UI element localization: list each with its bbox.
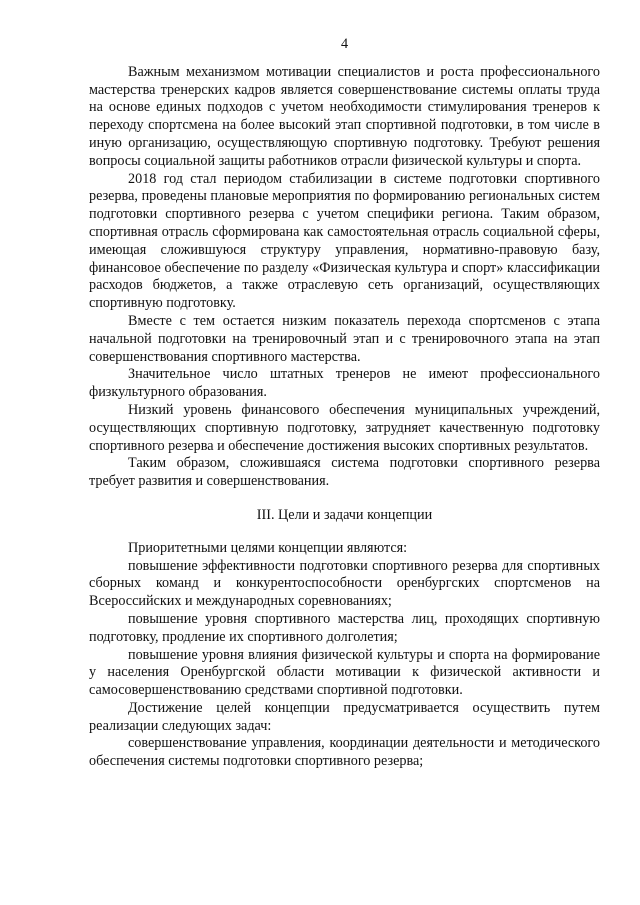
paragraph-priority-goals: Приоритетными целями концепции являются: — [128, 539, 408, 556]
page-number: 4 — [340, 36, 349, 52]
goal-item-influence: повышение уровня влияния физической культуры и спорта на формирование у населения Оренбургской области мотивации к физической активности и самосовершенствованию средствами спортивной подготовки. — [89, 646, 600, 699]
paragraph-low-funding: Низкий уровень финансового обеспечения муниципальных учреждений, осуществляющих спортивную подготовку, затрудняет качественную подготовку спортивного резерва и обеспечение достижения высоких спортивных результатов. — [89, 401, 600, 454]
paragraph-tasks-intro: Достижение целей концепции предусматривается осуществить путем реализации следующих задач: — [89, 699, 600, 734]
paragraph-system-conclusion: Таким образом, сложившаяся система подготовки спортивного резерва требует развития и совершенствования. — [89, 455, 600, 490]
paragraph-motivation: Важным механизмом мотивации специалистов и роста профессионального мастерства тренерских кадров является совершенствование системы оплаты труда на основе единых подходов с учетом необходимости стимулирования тренеров к переходу спортсмена на более высокий этап спортивной подготовки, в том числе в иную организацию, осуществляющую спортивную подготовку. Требуют решения вопросы социальной защиты работников отрасли физической культуры и спорта. — [89, 63, 600, 169]
section-heading: III. Цели и задачи концепции — [256, 506, 433, 523]
goal-item-mastery: повышение уровня спортивного мастерства лиц, проходящих спортивную подготовку, продление их спортивного долголетия; — [89, 610, 600, 645]
paragraph-low-transition: Вместе с тем остается низким показатель перехода спортсменов с этапа начальной подготовки на тренировочный этап и с тренировочного этапа на этап совершенствования спортивного мастерства. — [89, 312, 600, 365]
goal-item-efficiency: повышение эффективности подготовки спортивного резерва для спортивных сборных команд и конкурентоспособности оренбургских спортсменов на Всероссийских и международных соревнованиях; — [89, 557, 600, 610]
paragraph-2018-stabilization: 2018 год стал периодом стабилизации в системе подготовки спортивного резерва, проведены плановые мероприятия по формированию региональных систем подготовки спортивного резерва с учетом специфики региона. Таким образом, спортивная отрасль сформирована как самостоятельная отрасль социальной сферы, имеющая сложившуюся структуру управления, нормативно-правовую базу, финансовое обеспечение по разделу «Физическая культура и спорт» классификации расходов бюджетов, а также отраслевую сеть организаций, осуществляющих спортивную подготовку. — [89, 170, 600, 312]
task-item-management: совершенствование управления, координации деятельности и методического обеспечения системы подготовки спортивного резерва; — [89, 735, 600, 770]
paragraph-trainers-education: Значительное число штатных тренеров не имеют профессионального физкультурного образования. — [89, 366, 600, 401]
